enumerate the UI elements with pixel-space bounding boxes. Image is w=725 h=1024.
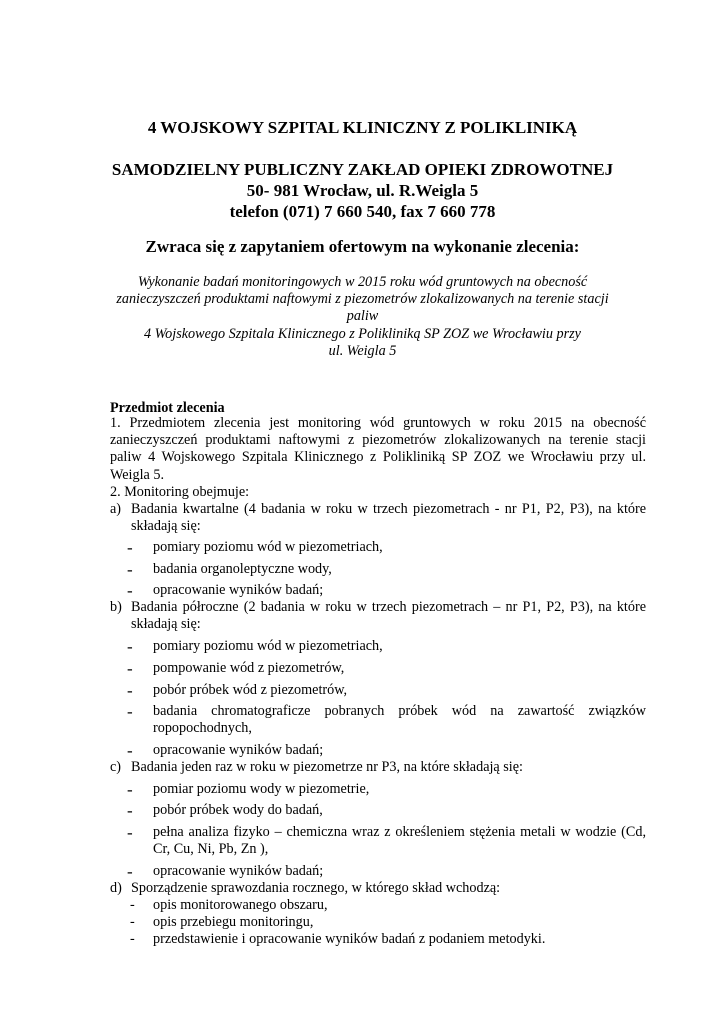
- bullet-dash: -: [127, 741, 133, 760]
- bullet-dash: -: [127, 823, 133, 842]
- bullet-text: opracowanie wyników badań;: [153, 582, 324, 598]
- paragraph-line: zanieczyszczeń produktami naftowymi z piezometrów zlokalizowanych na terenie stacji: [110, 432, 646, 448]
- item-line: Badania kwartalne (4 badania w roku w trzech piezometrach - nr P1, P2, P3), na które: [131, 501, 646, 517]
- paragraph-line: Weigla 5.: [110, 467, 165, 483]
- intro-line: zanieczyszczeń produktami naftowymi z piezometrów zlokalizowanych na terenie stacji: [116, 291, 609, 307]
- bullet-text: przedstawienie i opracowanie wyników badań z podaniem metodyki.: [153, 931, 546, 947]
- bullet-dash: -: [127, 637, 133, 656]
- institution-phone: telefon (071) 7 660 540, fax 7 660 778: [229, 202, 496, 221]
- bullet-dash: -: [127, 801, 133, 820]
- bullet-text: pomiary poziomu wód w piezometriach,: [153, 638, 383, 654]
- bullet-dash: -: [127, 659, 133, 678]
- bullet-dash: -: [130, 897, 135, 913]
- paragraph-line: 1. Przedmiotem zlecenia jest monitoring wód gruntowych w roku 2015 na obecność: [110, 415, 646, 431]
- bullet-dash: -: [127, 780, 133, 799]
- paragraph-line: paliw 4 Wojskowego Szpitala Klinicznego z Polikliniką SP ZOZ we Wrocławiu przy ul.: [110, 449, 646, 465]
- hospital-name: 4 WOJSKOWY SZPITAL KLINICZNY Z POLIKLINIKĄ: [147, 118, 578, 137]
- section-title: Przedmiot zlecenia: [110, 400, 225, 416]
- bullet-text-continued: ropopochodnych,: [153, 720, 252, 736]
- bullet-text: opracowanie wyników badań;: [153, 742, 324, 758]
- bullet-text: pobór próbek wód z piezometrów,: [153, 682, 348, 698]
- item-label: d): [110, 880, 122, 896]
- item-label: b): [110, 599, 122, 615]
- bullet-text: pełna analiza fizyko – chemiczna wraz z określeniem stężenia metali w wodzie (Cd,: [153, 824, 646, 840]
- bullet-dash: -: [130, 931, 135, 947]
- institution-address: 50- 981 Wrocław, ul. R.Weigla 5: [246, 181, 479, 200]
- bullet-dash: -: [127, 681, 133, 700]
- institution-name: SAMODZIELNY PUBLICZNY ZAKŁAD OPIEKI ZDROWOTNEJ: [111, 160, 614, 179]
- paragraph-line: 2. Monitoring obejmuje:: [110, 484, 250, 500]
- bullet-text: pomiar poziomu wody w piezometrie,: [153, 781, 370, 797]
- bullet-dash: -: [127, 862, 133, 881]
- bullet-text: opis monitorowanego obszaru,: [153, 897, 328, 913]
- bullet-text: pobór próbek wody do badań,: [153, 802, 323, 818]
- request-heading: Zwraca się z zapytaniem ofertowym na wykonanie zlecenia:: [145, 237, 580, 256]
- bullet-text: badania chromatograficze pobranych próbek wód na zawartość związków: [153, 703, 646, 719]
- bullet-text: pompowanie wód z piezometrów,: [153, 660, 345, 676]
- intro-line: ul. Weigla 5: [328, 343, 397, 359]
- bullet-text: opracowanie wyników badań;: [153, 863, 324, 879]
- bullet-dash: -: [127, 702, 133, 721]
- bullet-dash: -: [127, 560, 133, 579]
- bullet-text: pomiary poziomu wód w piezometriach,: [153, 539, 383, 555]
- item-line: Sporządzenie sprawozdania rocznego, w którego skład wchodzą:: [131, 880, 501, 896]
- item-line: Badania jeden raz w roku w piezometrze nr P3, na które składają się:: [131, 759, 523, 775]
- bullet-text-continued: Cr, Cu, Ni, Pb, Zn ),: [153, 841, 269, 857]
- bullet-dash: -: [130, 914, 135, 930]
- intro-line: Wykonanie badań monitoringowych w 2015 roku wód gruntowych na obecność: [137, 274, 588, 290]
- item-line: składają się:: [131, 616, 201, 632]
- item-label: a): [110, 501, 122, 517]
- bullet-dash: -: [127, 538, 133, 557]
- item-line: składają się:: [131, 518, 201, 534]
- item-label: c): [110, 759, 122, 775]
- item-line: Badania półroczne (2 badania w roku w trzech piezometrach – nr P1, P2, P3), na które: [131, 599, 646, 615]
- intro-line: 4 Wojskowego Szpitala Klinicznego z Polikliniką SP ZOZ we Wrocławiu przy: [144, 326, 581, 342]
- intro-line: paliw: [346, 308, 379, 324]
- bullet-text: opis przebiegu monitoringu,: [153, 914, 314, 930]
- bullet-dash: -: [127, 581, 133, 600]
- bullet-text: badania organoleptyczne wody,: [153, 561, 332, 577]
